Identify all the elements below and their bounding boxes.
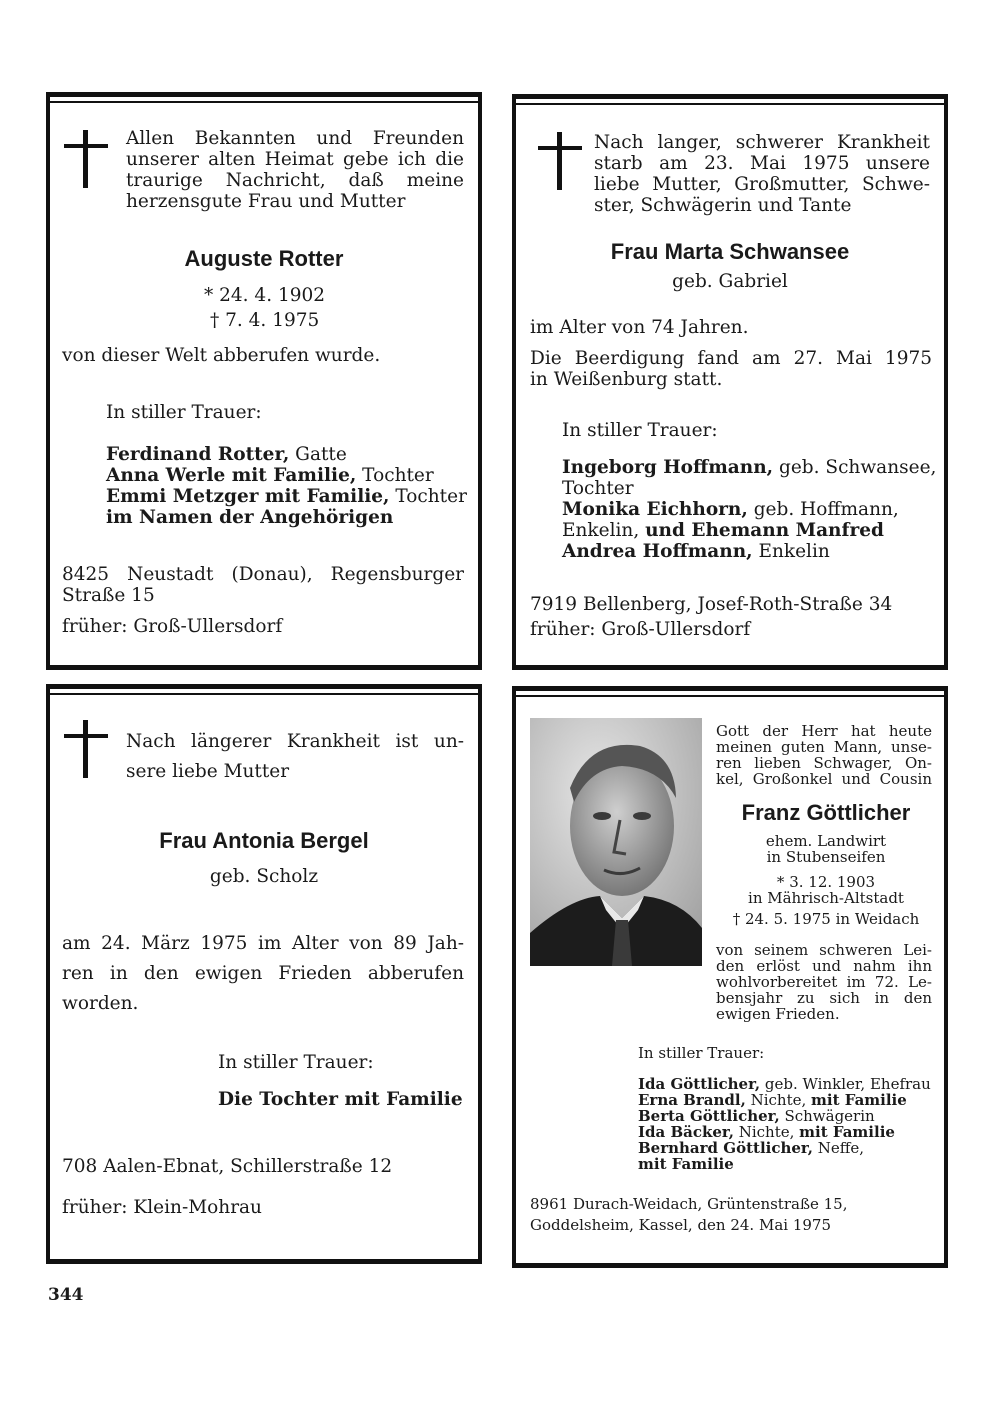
intro-line: Gott der Herr hat heute xyxy=(716,722,932,740)
cross-icon xyxy=(64,130,108,188)
mourner-line: im Namen der Angehörigen xyxy=(106,507,394,528)
mourner-line: Berta Göttlicher, Schwägerin xyxy=(638,1107,875,1125)
funeral-line: Die Beerdigung fand am 27. Mai 1975 xyxy=(530,348,932,369)
mourner-line: Enkelin, und Ehemann Manfred xyxy=(562,520,884,541)
death-date: † 7. 4. 1975 xyxy=(210,310,320,331)
intro-line: ren lieben Schwager, On- xyxy=(716,754,932,772)
occupation-line: ehem. Landwirt xyxy=(765,832,887,850)
text-line: worden. xyxy=(62,993,139,1014)
text-line: am 24. März 1975 im Alter von 89 Jah- xyxy=(62,933,464,954)
mourner-line: Emmi Metzger mit Familie, Tochter xyxy=(106,486,467,507)
death-date: † 24. 5. 1975 in Weidach xyxy=(732,910,920,928)
cross-icon xyxy=(538,132,582,190)
maiden-name: geb. Gabriel xyxy=(672,271,788,292)
mourner-line: Bernhard Göttlicher, Neffe, xyxy=(638,1139,865,1157)
mourner-line: mit Familie xyxy=(638,1155,734,1173)
occupation-line: in Stubenseifen xyxy=(766,848,886,866)
mourning-heading: In stiller Trauer: xyxy=(638,1044,765,1062)
intro-line: Nach längerer Krankheit ist un- xyxy=(126,731,464,752)
text-line: ren in den ewigen Frieden abberufen xyxy=(62,963,464,984)
address-line: Goddelsheim, Kassel, den 24. Mai 1975 xyxy=(530,1216,832,1234)
called-text: von dieser Welt abberufen wurde. xyxy=(62,345,381,366)
text-line: ewigen Frieden. xyxy=(716,1005,840,1023)
obituary-marta-schwansee xyxy=(512,94,948,670)
intro-line: Nach langer, schwerer Krankheit xyxy=(594,132,930,153)
deceased-name: Frau Antonia Bergel xyxy=(159,828,369,853)
mourner-line: Erna Brandl, Nichte, mit Familie xyxy=(638,1091,907,1109)
intro-line: starb am 23. Mai 1975 unsere xyxy=(594,153,930,174)
mourning-heading: In stiller Trauer: xyxy=(218,1052,374,1073)
obituary-auguste-rotter xyxy=(46,92,482,670)
age-text: im Alter von 74 Jahren. xyxy=(530,317,749,338)
birth-date: * 24. 4. 1902 xyxy=(204,285,326,306)
family-text: Die Tochter mit Familie xyxy=(218,1089,463,1110)
mourner-line: Tochter xyxy=(562,478,634,499)
address-text: 7919 Bellenberg, Josef-Roth-Straße 34 xyxy=(530,594,893,615)
mourner-line: Ida Bäcker, Nichte, mit Familie xyxy=(638,1123,895,1141)
mourner-line: Ida Göttlicher, geb. Winkler, Ehefrau xyxy=(638,1075,931,1093)
mourner-line: Anna Werle mit Familie, Tochter xyxy=(106,465,434,486)
birth-place: in Mährisch-Altstadt xyxy=(748,889,904,907)
maiden-name: geb. Scholz xyxy=(209,866,319,887)
mourner-line: Ingeborg Hoffmann, geb. Schwansee, xyxy=(562,457,937,478)
deceased-name: Auguste Rotter xyxy=(184,246,344,271)
deceased-name: Franz Göttlicher xyxy=(741,800,911,825)
text-line: wohlvorbereitet im 72. Le- xyxy=(716,973,932,991)
address-line: Straße 15 xyxy=(62,585,155,606)
intro-line: Allen Bekannten und Freunden xyxy=(126,128,464,149)
intro-line: herzensgute Frau und Mutter xyxy=(126,191,406,212)
intro-line: traurige Nachricht, daß meine xyxy=(126,170,464,191)
text-line: von seinem schweren Lei- xyxy=(716,941,932,959)
formerly-text: früher: Groß-Ullersdorf xyxy=(62,616,283,637)
mourner-line: Ferdinand Rotter, Gatte xyxy=(106,444,347,465)
address-text: 708 Aalen-Ebnat, Schillerstraße 12 xyxy=(62,1156,393,1177)
intro-line: unserer alten Heimat gebe ich die xyxy=(126,149,464,170)
cross-icon xyxy=(64,720,108,778)
birth-date: * 3. 12. 1903 xyxy=(776,873,876,891)
mourner-line: Monika Eichhorn, geb. Hoffmann, xyxy=(562,499,899,520)
page-number: 344 xyxy=(48,1285,84,1305)
text-line: den erlöst und nahm ihn xyxy=(716,957,932,975)
intro-line: kel, Großonkel und Cousin xyxy=(716,770,932,788)
address-line: 8961 Durach-Weidach, Grüntenstraße 15, xyxy=(530,1195,848,1213)
portrait-photo xyxy=(530,718,702,966)
intro-line: liebe Mutter, Großmutter, Schwe- xyxy=(594,174,930,195)
formerly-text: früher: Klein-Mohrau xyxy=(62,1197,262,1218)
funeral-line: in Weißenburg statt. xyxy=(530,369,723,390)
mourning-heading: In stiller Trauer: xyxy=(106,402,262,423)
mourning-heading: In stiller Trauer: xyxy=(562,420,718,441)
intro-line: ster, Schwägerin und Tante xyxy=(594,195,852,216)
address-line: 8425 Neustadt (Donau), Regensburger xyxy=(62,564,464,585)
mourner-line: Andrea Hoffmann, Enkelin xyxy=(562,541,830,562)
intro-line: sere liebe Mutter xyxy=(126,761,290,782)
text-line: bensjahr zu sich in den xyxy=(716,989,932,1007)
obituary-antonia-bergel xyxy=(46,684,482,1264)
intro-line: meinen guten Mann, unse- xyxy=(716,738,932,756)
deceased-name: Frau Marta Schwansee xyxy=(610,239,850,264)
formerly-text: früher: Groß-Ullersdorf xyxy=(530,619,751,640)
